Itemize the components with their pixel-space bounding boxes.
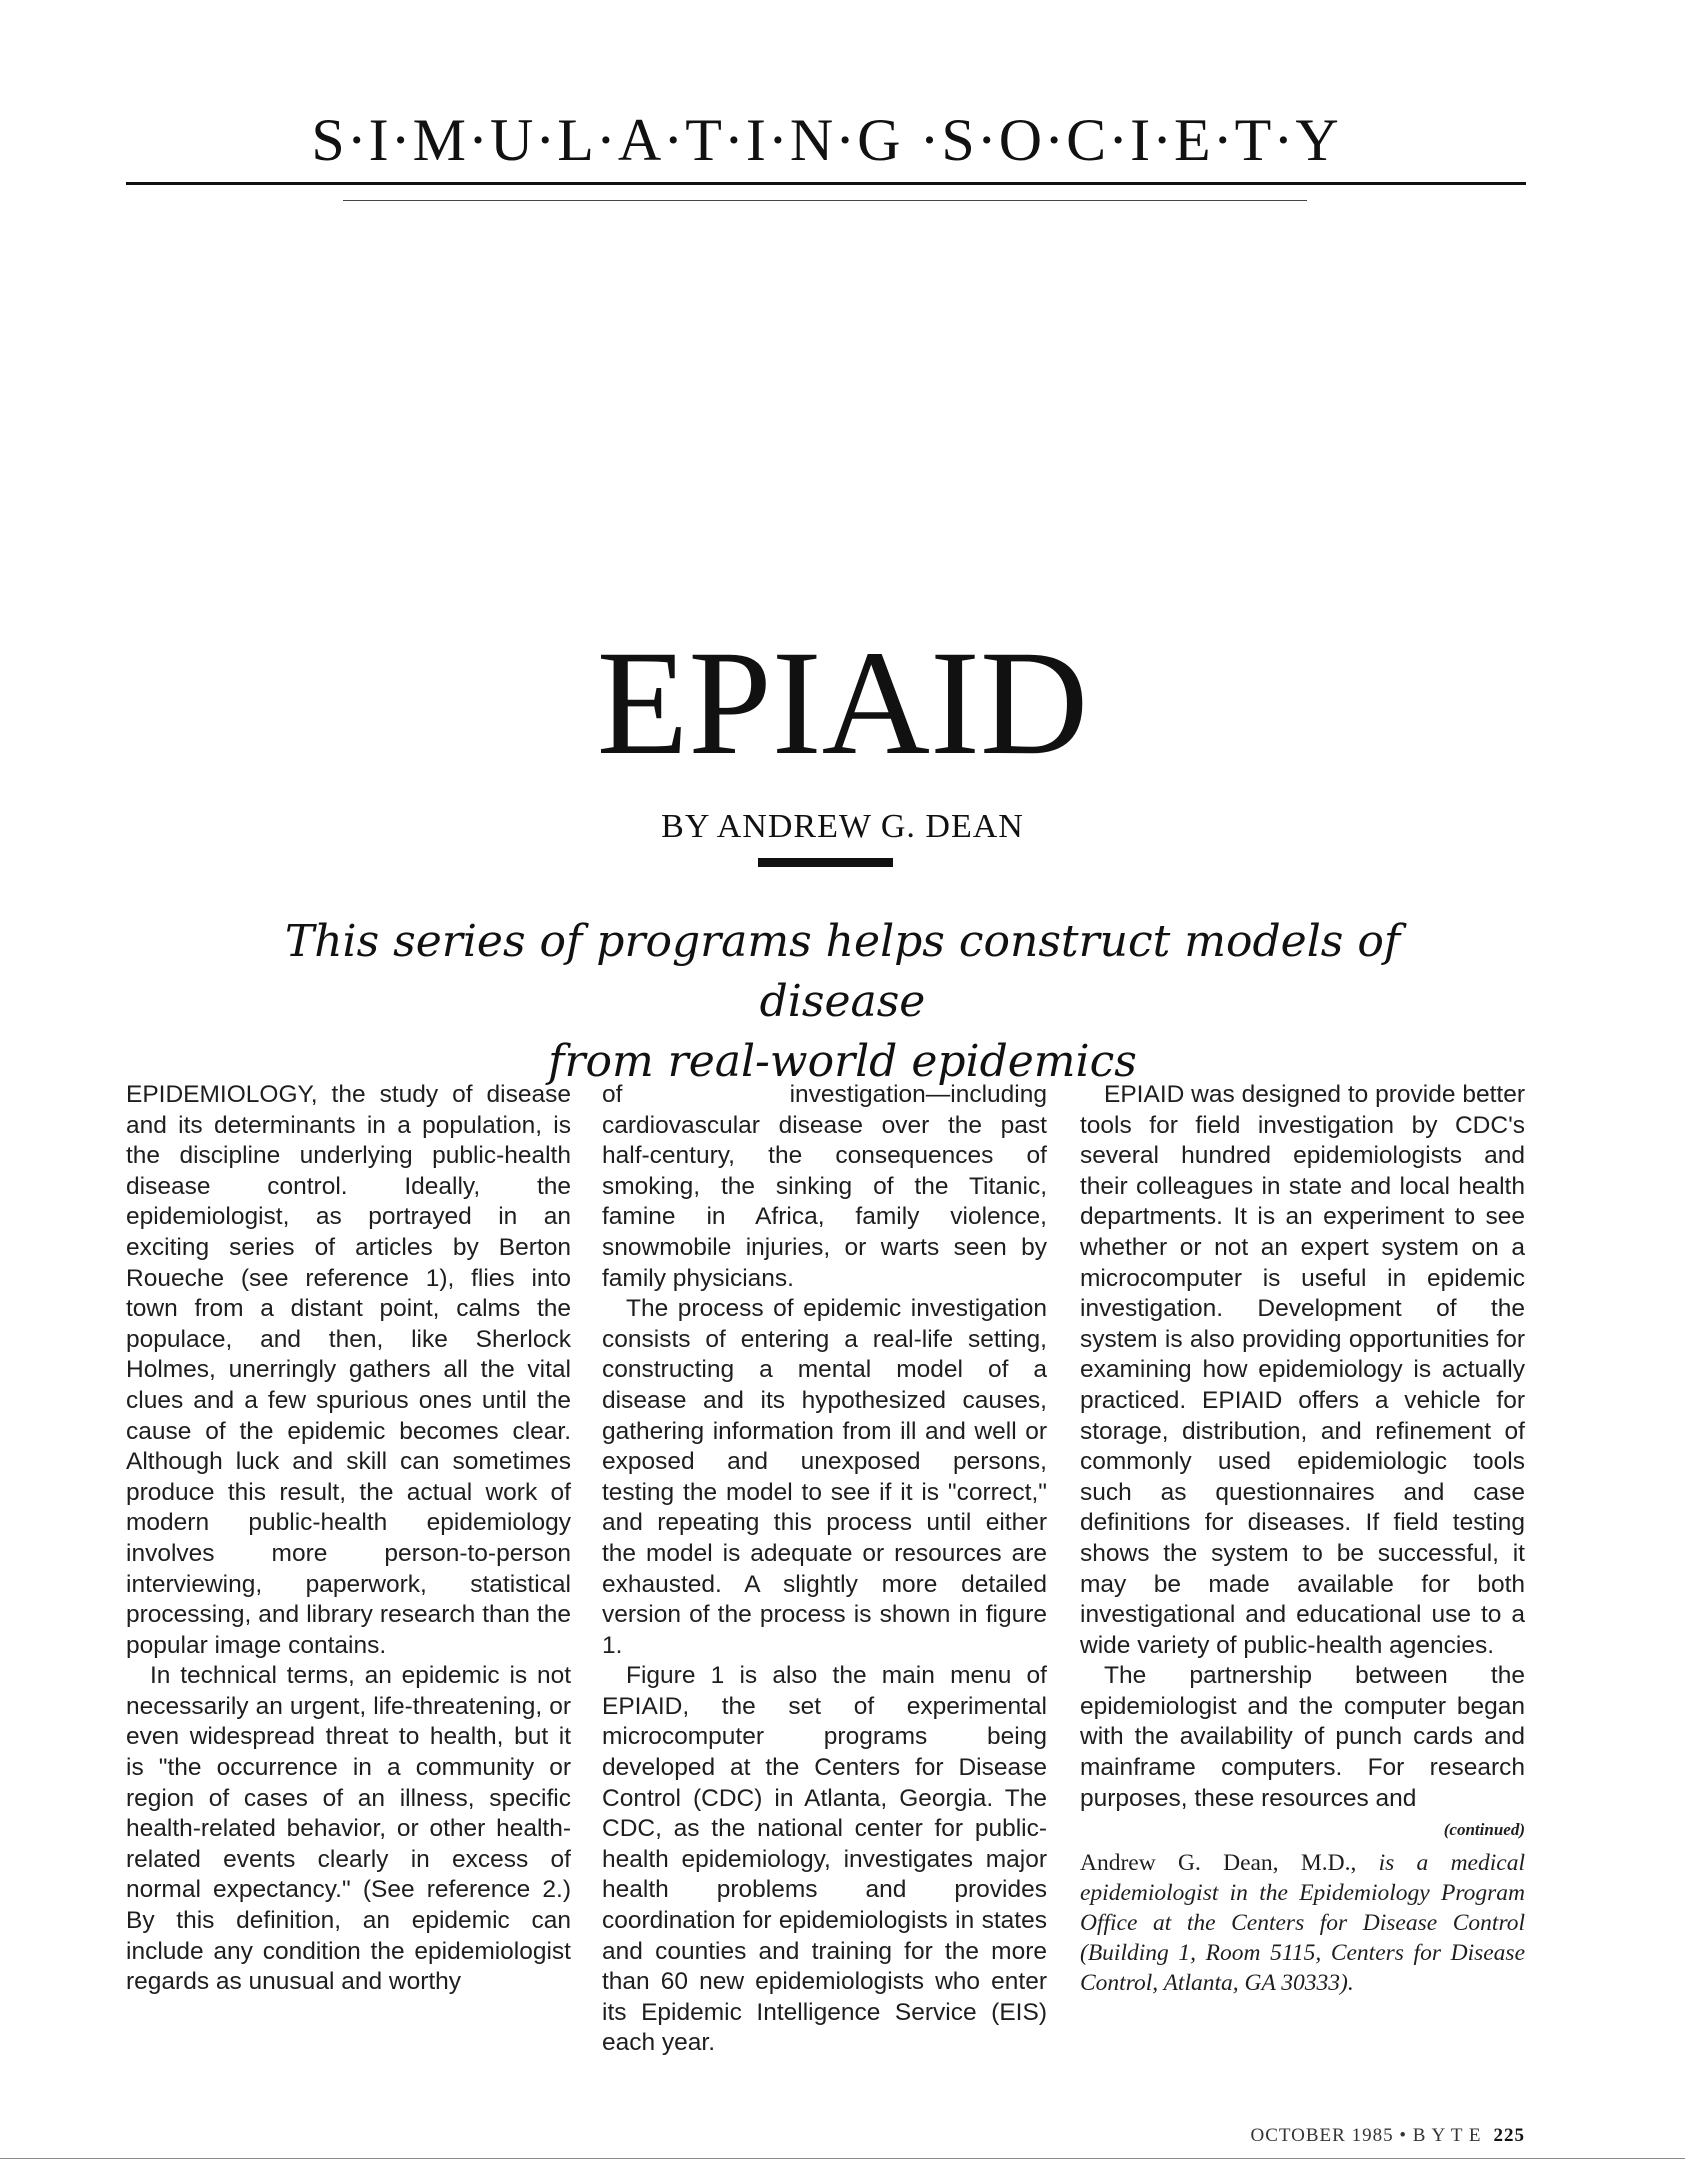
header-rule-thick (126, 182, 1526, 185)
paragraph: EPIDEMIOLOGY, the study of disease and its determinants in a population, is the discipline underlying public-health disease control. Ideally, the epidemiologist, as portrayed in an exciting series of articles by Berton Roueche (see reference 1), flies into town from a distant point, calms the populace, and then, like Sherlock Holmes, unerringly gathers all the vital clues and a few spurious ones until the cause of the epidemic becomes clear. Although luck and skill can sometimes produce this result, the actual work of modern public-health epidemiology involves more person-to-person interviewing, paperwork, statistical processing, and library research than the popular image contains. (126, 1081, 571, 1659)
article-deck (200, 912, 1485, 1092)
body-column-3 (1080, 1080, 1525, 1998)
paragraph: The process of epidemic investigation consists of entering a real-life setting, constructing a mental model of a disease and its hypothesized causes, gathering information from ill and well or exposed and unexposed persons, testing the model to see if it is "correct," and repeating this process until either the model is adequate or resources are exhausted. A slightly more detailed version of the process is shown in figure 1. (602, 1295, 1047, 1659)
deck-line-1: This series of programs helps construct models of disease (284, 916, 1401, 1027)
author-bio (1080, 1848, 1525, 1998)
page-edge-line (0, 2158, 1685, 2159)
paragraph: of investigation—including cardiovascular disease over the past half-century, the consequences of smoking, the sinking of the Titanic, famine in Africa, family violence, snowmobile injuries, or warts seen by family physicians. (602, 1081, 1047, 1292)
header-rule-thin (343, 200, 1307, 201)
page-number: 225 (1493, 2125, 1525, 2146)
paragraph: EPIAID was designed to provide better tools for field investigation by CDC's several hundred epidemiologists and their colleagues in state and local health departments. It is an experiment to see whether or not an expert system on a microcomputer is useful in epidemic investigation. Development of the system is also providing opportunities for examining how epidemiology is actually practiced. EPIAID offers a vehicle for storage, distribution, and refinement of commonly used epidemiologic tools such as questionnaires and case definitions for diseases. If field testing shows the system to be successful, it may be made available for both investigational and educational use to a wide variety of public-health agencies. (1080, 1081, 1525, 1659)
body-column-1 (126, 1080, 571, 1998)
paragraph: Figure 1 is also the main menu of EPIAID, the set of experimental microcomputer programs being developed at the Centers for Disease Control (CDC) in Atlanta, Georgia. The CDC, as the national center for public-health epidemiology, investigates major health problems and provides coordination for epidemiologists in states and counties and training for the more than 60 new epidemiologists who enter its Epidemic Intelligence Service (EIS) each year. (602, 1662, 1047, 2057)
author-bio-text: is a medical epidemiologist in the Epidemiology Program Office at the Centers for Disease Control (Building 1, Room 5115, Centers for Disease Control, Atlanta, GA 30333). (1080, 1850, 1525, 1997)
article-title: EPIAID (596, 620, 1089, 786)
section-header: S·I·M·U·L·A·T·I·N·G ·S·O·C·I·E·T·Y (311, 107, 1341, 173)
author-bio-name: Andrew G. Dean, M.D., (1080, 1850, 1357, 1877)
page-footer (1000, 2125, 1525, 2147)
paragraph: The partnership between the epidemiologist and the computer began with the availability of punch cards and mainframe computers. For research purposes, these resources and (1080, 1662, 1525, 1812)
deck-line-2: from real-world epidemics (548, 1036, 1137, 1087)
byline-divider (758, 858, 893, 867)
body-column-2 (602, 1080, 1047, 2059)
issue-line: OCTOBER 1985 • B Y T E (1250, 2125, 1482, 2146)
byline: BY ANDREW G. DEAN (661, 808, 1024, 845)
continued-marker: (continued) (1443, 1820, 1525, 1840)
paragraph: In technical terms, an epidemic is not necessarily an urgent, life-threatening, or even widespread threat to health, but it is "the occurrence in a community or region of cases of an illness, specific health-related behavior, or other health-related events clearly in excess of normal expectancy." (See reference 2.) By this definition, an epidemic can include any condition the epidemiologist regards as unusual and worthy (126, 1662, 571, 1996)
